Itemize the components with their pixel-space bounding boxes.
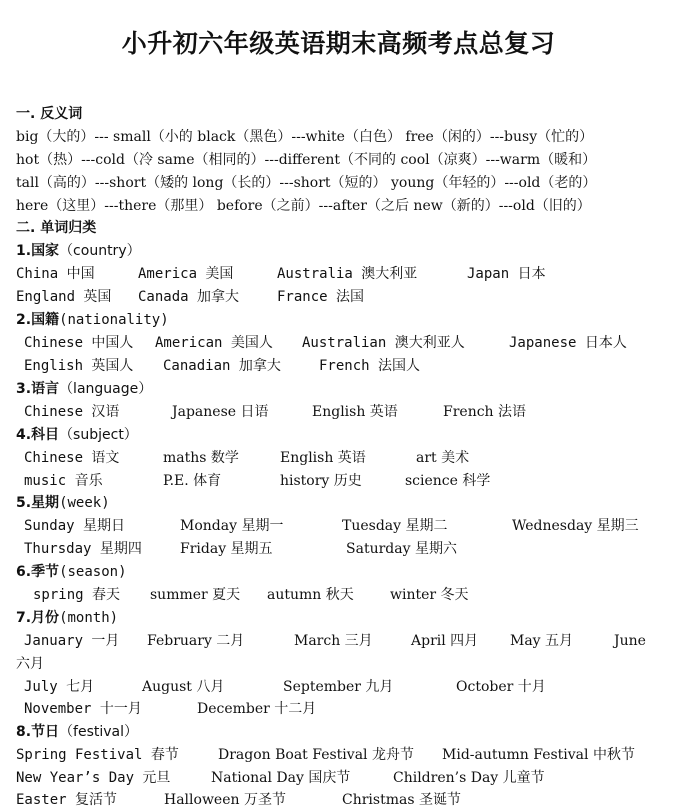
word-item: August 八月 (142, 679, 225, 695)
antonym-line: big（大的）--- small（小的 black（黑色）---white（白色） free（闲的）---busy（忙的） (16, 129, 594, 145)
category-number: 3. (16, 381, 32, 397)
word-item: September 九月 (283, 679, 394, 695)
category-label: 科目 (31, 427, 60, 443)
word-item: Children’s Day 儿童节 (393, 770, 545, 786)
word-item: Dragon Boat Festival 龙舟节 (218, 747, 414, 763)
category-heading-month (16, 609, 118, 627)
word-item: science 科学 (405, 473, 491, 489)
antonym-line: hot（热）---cold（冷 same（相同的）---different（不同的 cool（凉爽）---warm（暖和） (16, 152, 597, 168)
category-number: 7. (16, 610, 32, 626)
word-item: Halloween 万圣节 (164, 792, 286, 808)
category-en: (week) (59, 495, 110, 511)
word-item: July 七月 (24, 679, 95, 695)
word-item: Japanese 日语 (172, 404, 269, 420)
word-item: France 法国 (277, 289, 365, 305)
word-item: Australia 澳大利亚 (277, 266, 418, 282)
category-number: 1. (16, 243, 32, 259)
word-item: music 音乐 (24, 473, 103, 489)
word-item: English 英语 (312, 404, 398, 420)
word-item: English 英国人 (24, 358, 134, 374)
word-item: maths 数学 (163, 450, 239, 466)
word-item: Friday 星期五 (180, 541, 273, 557)
category-label: 季节 (31, 564, 60, 580)
word-item: China 中国 (16, 266, 95, 282)
word-item: Chinese 汉语 (24, 404, 120, 420)
antonym-line: here（这里）---there（那里） before（之前）---after（之后 new（新的）---old（旧的） (16, 198, 591, 214)
word-item: November 十一月 (24, 701, 142, 717)
category-heading-language (16, 380, 152, 398)
word-item: French 法国人 (319, 358, 421, 374)
category-number: 5. (16, 495, 32, 511)
page-title: 小升初六年级英语期末高频考点总复习 (121, 29, 556, 58)
word-item: Monday 星期一 (180, 518, 284, 534)
word-item: P.E. 体育 (163, 473, 222, 489)
word-item: February 二月 (147, 633, 245, 649)
category-label: 星期 (31, 495, 60, 511)
word-item: winter 冬天 (390, 587, 469, 603)
category-heading-season (16, 563, 127, 581)
category-en: （festival） (59, 724, 139, 740)
word-item: 六月 (16, 656, 44, 672)
category-en: (month) (59, 610, 119, 626)
word-item: French 法语 (443, 404, 527, 420)
category-en: (nationality) (59, 312, 169, 328)
word-item: England 英国 (16, 289, 112, 305)
word-item: Chinese 语文 (24, 450, 120, 466)
category-number: 8. (16, 724, 32, 740)
word-item: America 美国 (138, 266, 234, 282)
word-item: Canadian 加拿大 (163, 358, 281, 374)
category-number: 4. (16, 427, 32, 443)
word-item: June (614, 633, 646, 649)
category-number: 2. (16, 312, 32, 328)
word-item: Tuesday 星期二 (342, 518, 448, 534)
word-item: spring 春天 (33, 587, 121, 603)
category-label: 国籍 (31, 312, 60, 328)
category-heading-subject (16, 426, 138, 444)
word-item: December 十二月 (197, 701, 317, 717)
category-en: （language） (59, 381, 153, 397)
category-en: (season) (59, 564, 127, 580)
word-item: Saturday 星期六 (346, 541, 457, 557)
section-heading-antonyms: 一. 反义词 (16, 106, 83, 122)
word-item: Japanese 日本人 (509, 335, 627, 351)
word-item: American 美国人 (155, 335, 273, 351)
word-item: May 五月 (510, 633, 574, 649)
category-heading-week (16, 494, 110, 512)
category-heading-festival (16, 723, 138, 741)
antonym-line: tall（高的）---short（矮的 long（长的）---short（短的） young（年轻的）---old（老的） (16, 175, 597, 191)
word-item: January 一月 (24, 633, 120, 649)
category-label: 月份 (31, 610, 60, 626)
category-en: （subject） (59, 427, 138, 443)
word-item: history 历史 (280, 473, 362, 489)
word-item: April 四月 (411, 633, 479, 649)
word-item: Christmas 圣诞节 (342, 792, 461, 808)
category-label: 语言 (31, 381, 60, 397)
category-heading-country (16, 242, 141, 260)
category-number: 6. (16, 564, 32, 580)
word-item: English 英语 (280, 450, 366, 466)
word-item: Sunday 星期日 (24, 518, 126, 534)
word-item: Wednesday 星期三 (512, 518, 639, 534)
category-en: （country） (59, 243, 141, 259)
category-heading-nationality (16, 311, 169, 329)
word-item: Chinese 中国人 (24, 335, 134, 351)
word-item: National Day 国庆节 (211, 770, 351, 786)
category-label: 节日 (31, 724, 60, 740)
section-heading-categories: 二. 单词归类 (16, 220, 97, 236)
word-item: Australian 澳大利亚人 (302, 335, 465, 351)
word-item: Easter 复活节 (16, 792, 118, 808)
word-item: Thursday 星期四 (24, 541, 142, 557)
word-item: summer 夏天 (150, 587, 241, 603)
word-item: art 美术 (416, 450, 470, 466)
word-item: Mid-autumn Festival 中秋节 (442, 747, 635, 763)
word-item: Canada 加拿大 (138, 289, 240, 305)
word-item: Spring Festival 春节 (16, 747, 179, 763)
word-item: autumn 秋天 (267, 587, 354, 603)
word-item: October 十月 (456, 679, 546, 695)
word-item: Japan 日本 (467, 266, 546, 282)
word-item: New Year’s Day 元旦 (16, 770, 171, 786)
word-item: March 三月 (294, 633, 373, 649)
category-label: 国家 (31, 243, 60, 259)
